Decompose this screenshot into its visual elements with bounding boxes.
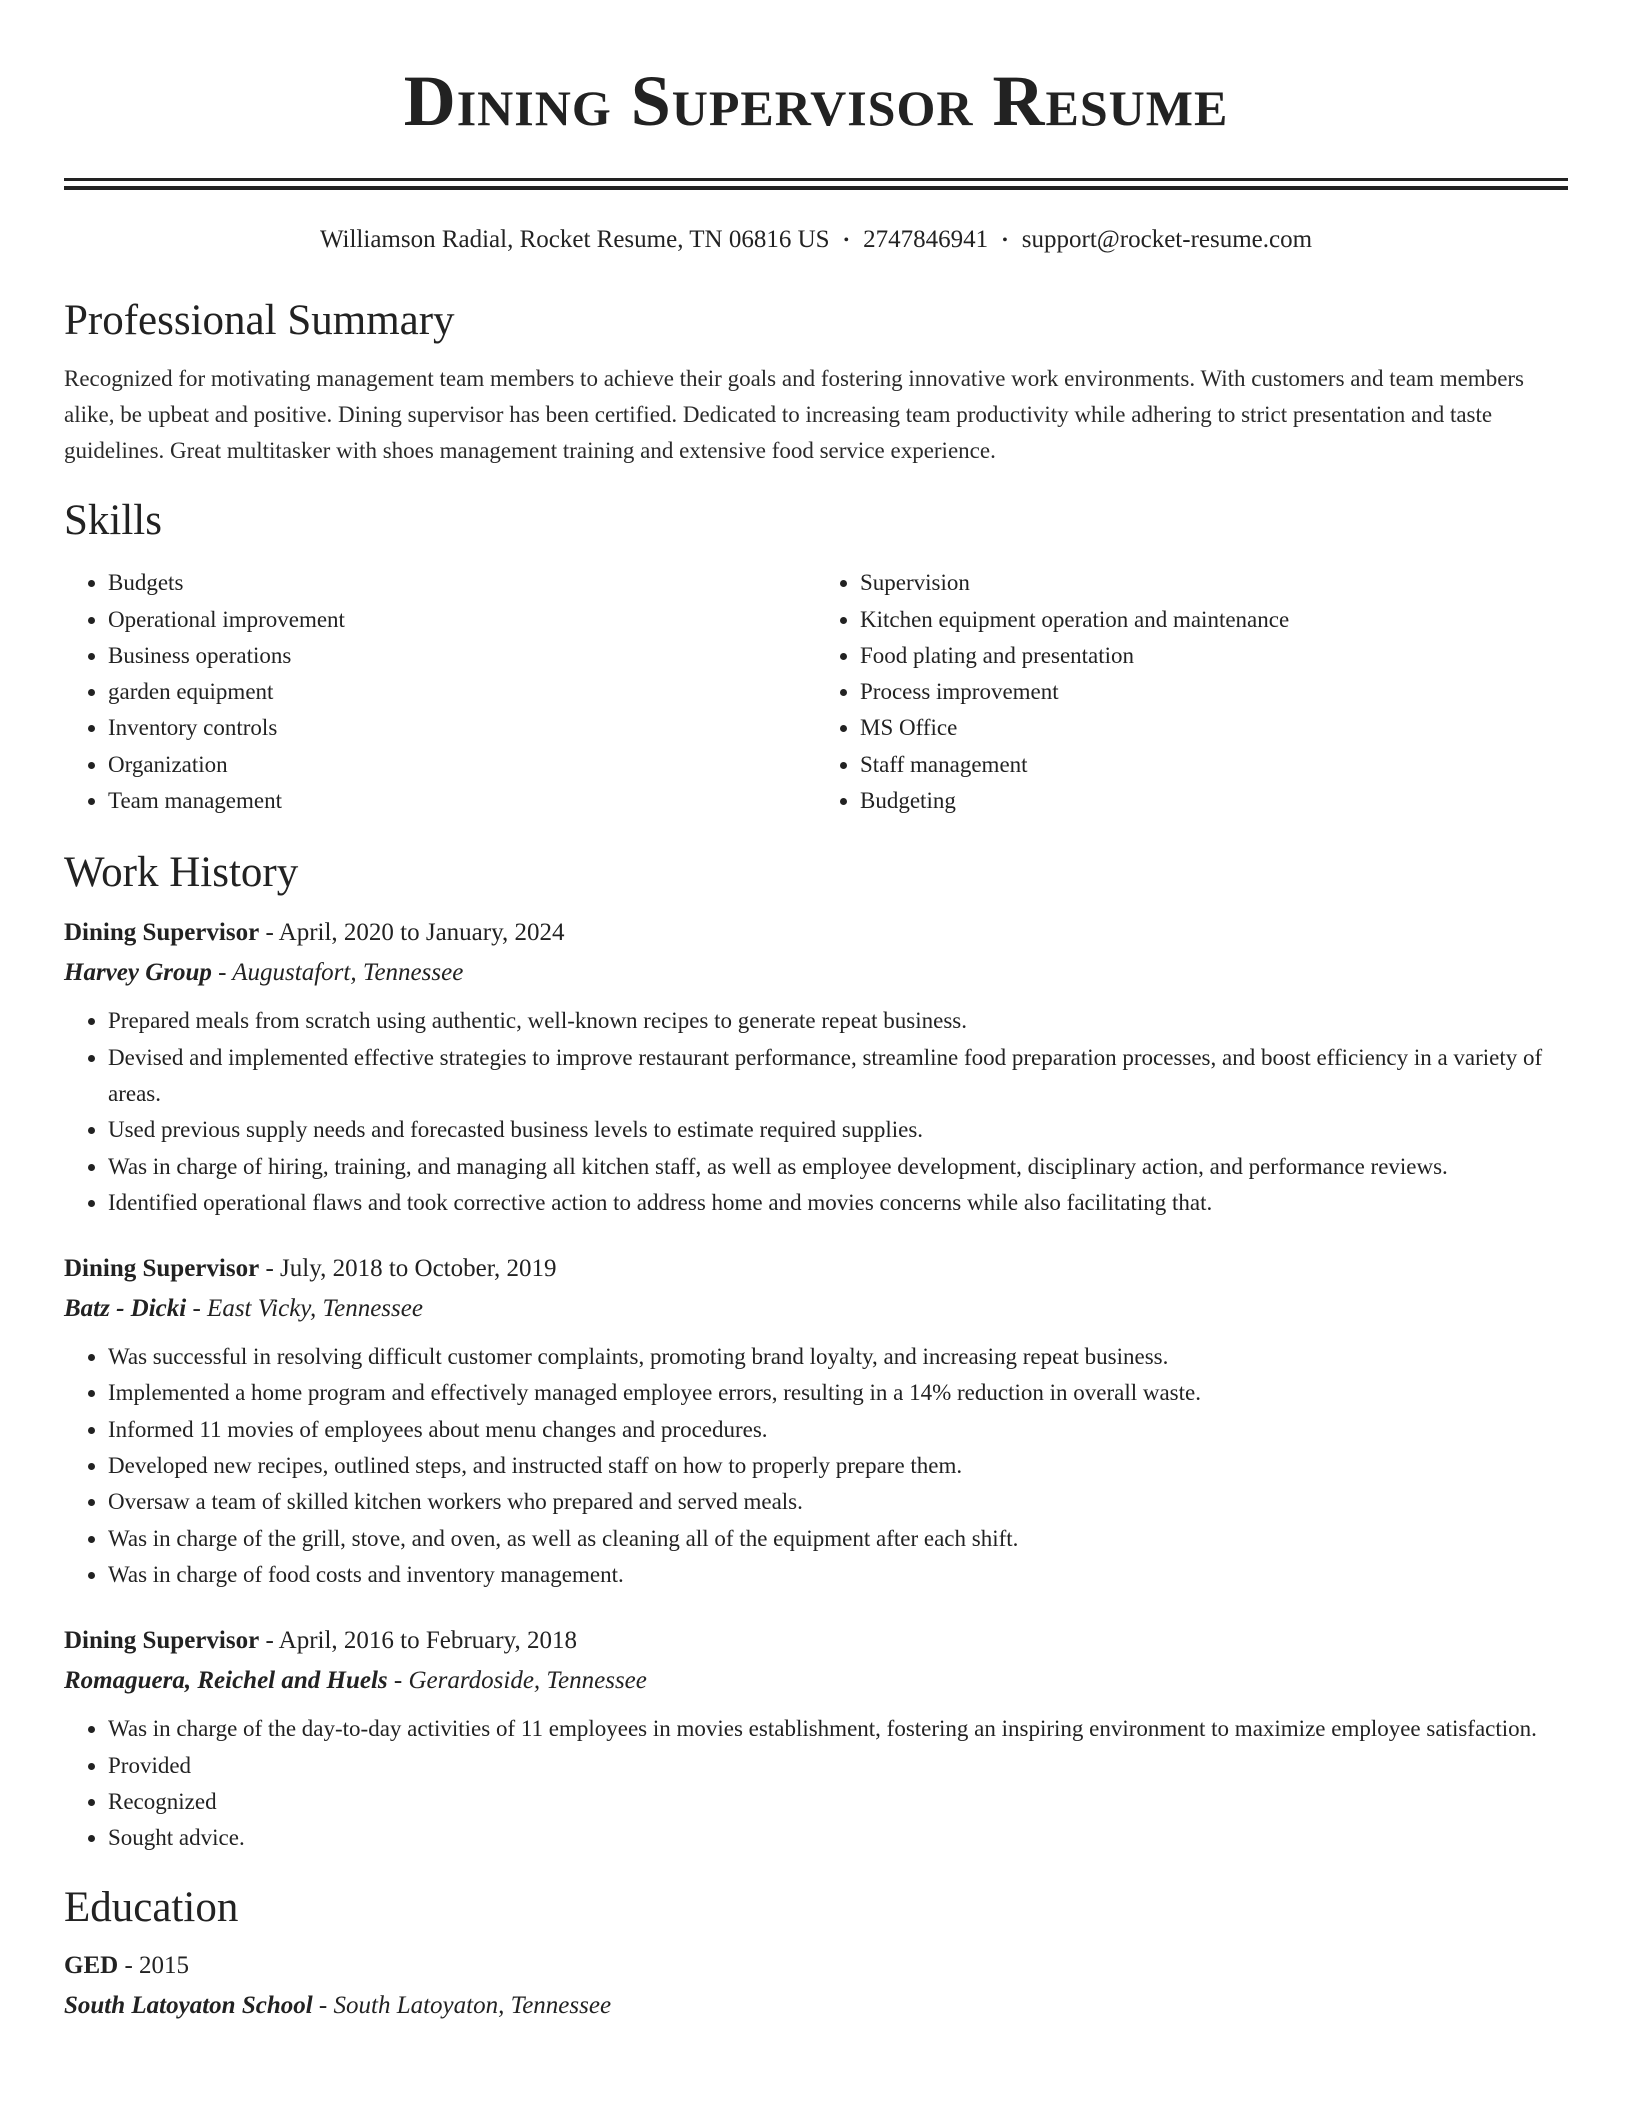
job-bullet: • Was in charge of hiring, training, and managing all kitchen staff, as well as employee development, disciplinary action, and performance reviews. <box>108 1149 1568 1185</box>
skill-item: • Staff management <box>860 747 1568 783</box>
job-entry <box>64 1621 1568 1856</box>
job-company-line <box>64 1289 1568 1329</box>
education-degree: GED <box>64 1952 119 1980</box>
job-bullet: • Was in charge of food costs and inventory management. <box>108 1557 1568 1593</box>
contact-phone: 2747846941 <box>863 226 989 253</box>
job-bullets <box>64 1711 1568 1856</box>
skill-item: • Budgeting <box>860 783 1568 819</box>
skill-item: • Organization <box>108 747 816 783</box>
work-history-heading: Work History <box>64 849 299 897</box>
skill-item: • Budgets <box>108 565 816 601</box>
summary-heading: Professional Summary <box>64 297 455 345</box>
skill-item: • Business operations <box>108 638 816 674</box>
job-bullet: • Identified operational flaws and took corrective action to address home and movies concerns while also facilitating that. <box>108 1185 1568 1221</box>
skills-column-right <box>816 565 1568 819</box>
job-title-line <box>64 913 1568 953</box>
job-entry <box>64 913 1568 1221</box>
job-bullet: • Was in charge of the day-to-day activities of 11 employees in movies establishment, fostering an inspiring environment to maximize employee satisfaction. <box>108 1711 1568 1747</box>
title-divider <box>64 178 1568 190</box>
job-entry <box>64 1249 1568 1593</box>
job-bullet: • Implemented a home program and effectively managed employee errors, resulting in a 14% reduction in overall waste. <box>108 1375 1568 1411</box>
job-company: Romaguera, Reichel and Huels <box>64 1667 388 1695</box>
skills-list <box>64 565 1568 819</box>
job-bullet: • Sought advice. <box>108 1820 1568 1856</box>
education-heading: Education <box>64 1884 239 1932</box>
job-bullet: • Used previous supply needs and forecasted business levels to estimate required supplies. <box>108 1112 1568 1148</box>
job-title-line <box>64 1621 1568 1661</box>
job-bullet: • Was successful in resolving difficult customer complaints, promoting brand loyalty, and increasing repeat business. <box>108 1339 1568 1375</box>
job-dates: - April, 2016 to February, 2018 <box>259 1627 577 1655</box>
skill-item: • Process improvement <box>860 674 1568 710</box>
skill-item: • Inventory controls <box>108 710 816 746</box>
education-degree-line <box>64 1946 1568 1986</box>
skills-heading: Skills <box>64 497 162 545</box>
resume-title: Dining Supervisor Resume <box>403 61 1229 141</box>
job-bullet: • Prepared meals from scratch using authentic, well-known recipes to generate repeat business. <box>108 1003 1568 1039</box>
contact-separator: • <box>843 232 850 250</box>
summary-text: Recognized for motivating management team members to achieve their goals and fostering innovative work environments. With customers and team members alike, be upbeat and positive. Dining supervisor has been certified. Dedicated to increasing team productivity while adhering to strict presentation and taste guidelines. Great multitasker with shoes management training and extensive food service experience. <box>64 366 1525 464</box>
job-location: - East Vicky, Tennessee <box>186 1295 423 1323</box>
job-company: Batz - Dicki <box>64 1295 187 1323</box>
job-bullet: • Informed 11 movies of employees about menu changes and procedures. <box>108 1412 1568 1448</box>
job-title: Dining Supervisor <box>64 1255 260 1283</box>
job-bullet: • Devised and implemented effective strategies to improve restaurant performance, streamline food preparation processes, and boost efficiency in a variety of areas. <box>108 1040 1568 1113</box>
skill-item: • Operational improvement <box>108 602 816 638</box>
job-bullets <box>64 1339 1568 1593</box>
skill-item: • MS Office <box>860 710 1568 746</box>
skill-item: • Food plating and presentation <box>860 638 1568 674</box>
job-bullet: • Provided <box>108 1748 1568 1784</box>
skill-item: • Supervision <box>860 565 1568 601</box>
job-bullet: • Recognized <box>108 1784 1568 1820</box>
education-year: - 2015 <box>118 1952 190 1980</box>
job-company: Harvey Group <box>64 959 212 987</box>
skill-item: • Kitchen equipment operation and maintenance <box>860 602 1568 638</box>
job-bullets <box>64 1003 1568 1221</box>
education-school-line <box>64 1986 1568 2026</box>
job-company-line <box>64 953 1568 993</box>
job-title: Dining Supervisor <box>64 919 260 947</box>
education-school: South Latoyaton School <box>64 1992 313 2020</box>
job-location: - Augustafort, Tennessee <box>211 959 464 987</box>
contact-separator: • <box>1002 232 1008 250</box>
skill-item: • garden equipment <box>108 674 816 710</box>
skill-item: • Team management <box>108 783 816 819</box>
education-location: - South Latoyaton, Tennessee <box>312 1992 612 2020</box>
job-bullet: • Was in charge of the grill, stove, and oven, as well as cleaning all of the equipment after each shift. <box>108 1521 1568 1557</box>
job-title-line <box>64 1249 1568 1289</box>
job-dates: - April, 2020 to January, 2024 <box>259 919 565 947</box>
skills-column-left <box>64 565 816 819</box>
job-title: Dining Supervisor <box>64 1627 260 1655</box>
job-location: - Gerardoside, Tennessee <box>387 1667 647 1695</box>
job-dates: - July, 2018 to October, 2019 <box>259 1255 557 1283</box>
contact-email: support@rocket-resume.com <box>1021 226 1313 253</box>
job-bullet: • Oversaw a team of skilled kitchen workers who prepared and served meals. <box>108 1484 1568 1520</box>
contact-line <box>64 224 1568 257</box>
contact-address: Williamson Radial, Rocket Resume, TN 06816 US <box>319 226 830 253</box>
job-bullet: • Developed new recipes, outlined steps, and instructed staff on how to properly prepare them. <box>108 1448 1568 1484</box>
job-company-line <box>64 1661 1568 1701</box>
